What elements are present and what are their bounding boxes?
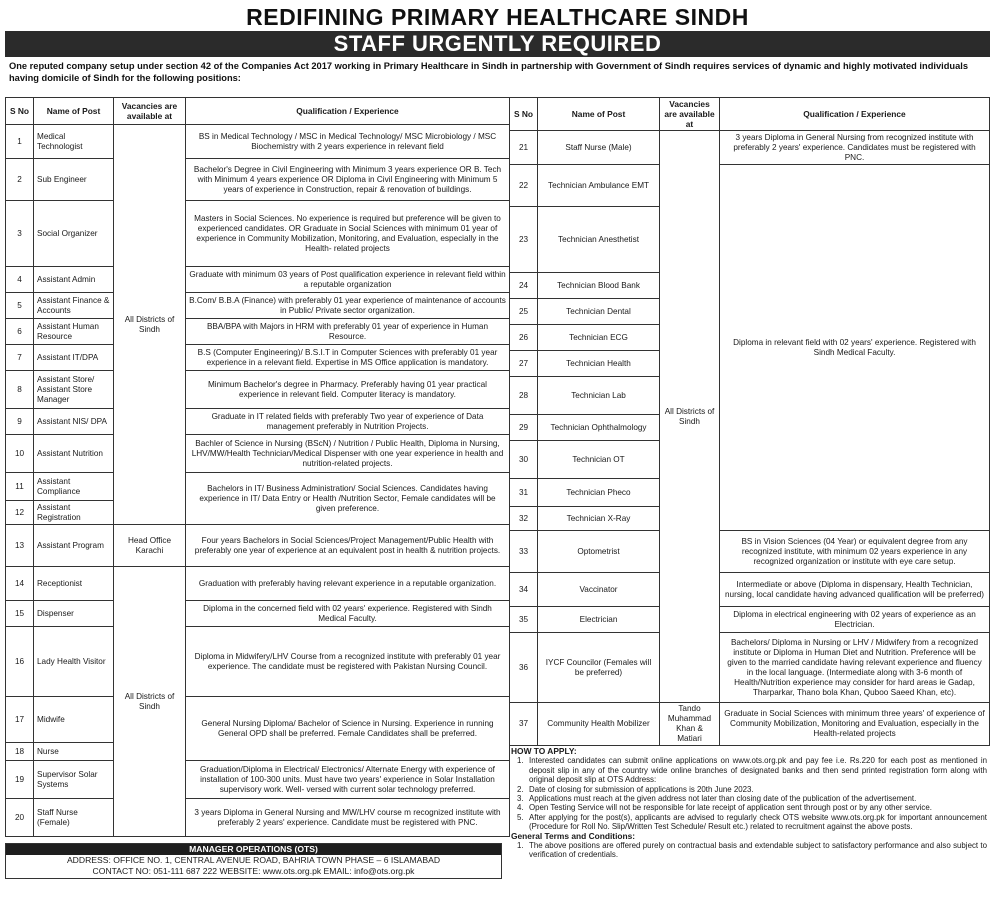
- table-row: [6, 319, 510, 345]
- footer-address: ADDRESS: OFFICE NO. 1, CENTRAL AVENUE ROAD, BAHRIA TOWN PHASE – 6 ISLAMABAD: [66, 855, 441, 865]
- col-header-post: Name of Post: [538, 98, 660, 131]
- table-row: [6, 435, 510, 473]
- post-name: Technician ECG: [538, 325, 660, 351]
- serial-number: 23: [510, 207, 538, 273]
- post-name: Technician Health: [538, 351, 660, 377]
- post-name: Technician Lab: [538, 377, 660, 415]
- list-item-text: The above positions are offered purely on contractual basis and extendable subject to satisfactory performance and also subject to verification of credentials.: [529, 841, 987, 860]
- post-name: Assistant NIS/ DPA: [34, 409, 114, 435]
- serial-number: 6: [6, 319, 34, 345]
- col-header-vacancies: Vacancies are available at: [114, 98, 186, 125]
- table-row: [510, 531, 990, 573]
- list-item: [511, 785, 987, 794]
- post-name: Assistant Program: [34, 525, 114, 567]
- list-item-text: Date of closing for submission of applications is 20th June 2023.: [529, 784, 754, 794]
- serial-number: 13: [6, 525, 34, 567]
- qualification-text: Graduate with minimum 03 years of Post qualification experience in relevant field within a reputable organization: [186, 267, 510, 293]
- qualification-text: BS in Vision Sciences (04 Year) or equivalent degree from any recognized institute, with minimum 02 years experience in any recognized organization or institute with eye care setup.: [720, 531, 990, 573]
- post-name: Technician Dental: [538, 299, 660, 325]
- qualification-text: Bachler of Science in Nursing (BScN) / Nutrition / Public Health, Diploma in Nursing, LHV/MW/Health Technician/Medical Dispenser with one year experience in health and nutrition-related projects.: [186, 435, 510, 473]
- col-header-qualification: Qualification / Experience: [186, 98, 510, 125]
- contact-footer: [5, 843, 502, 879]
- serial-number: 20: [6, 799, 34, 837]
- post-name: Nurse: [34, 743, 114, 761]
- serial-number: 1: [6, 125, 34, 159]
- post-name: Lady Health Visitor: [34, 627, 114, 697]
- qualification-text: Diploma in relevant field with 02 years' experience. Registered with Sindh Medical Faculty.: [720, 165, 990, 531]
- col-header-sno: S No: [510, 98, 538, 131]
- serial-number: 36: [510, 633, 538, 703]
- table-row: [6, 159, 510, 201]
- qualification-text: Bachelors in IT/ Business Administration/ Social Sciences. Candidates having experience in IT/ Data Entry or Health /Nutrition Sector, Female candidates will be given preference.: [186, 473, 510, 525]
- serial-number: 9: [6, 409, 34, 435]
- post-name: Technician Ambulance EMT: [538, 165, 660, 207]
- positions-table-left: [5, 97, 510, 837]
- serial-number: 12: [6, 501, 34, 525]
- qualification-text: 3 years Diploma in General Nursing and MW/LHV course m recognized institute with preferably 2 years' experience. Candidate must be registered with PNC.: [186, 799, 510, 837]
- col-header-sno: S No: [6, 98, 34, 125]
- post-name: Staff Nurse (Female): [34, 799, 114, 837]
- list-item: [511, 803, 987, 812]
- vacancy-location: Head Office Karachi: [114, 525, 186, 567]
- post-name: Assistant Nutrition: [34, 435, 114, 473]
- footer-contact: CONTACT NO: 051-111 687 222 WEBSITE: www.ots.org.pk EMAIL: info@ots.org.pk: [92, 866, 415, 876]
- table-row: [6, 267, 510, 293]
- list-item-number: 4.: [517, 803, 524, 813]
- table-row: [6, 371, 510, 409]
- list-item-number: 3.: [517, 794, 524, 804]
- post-name: Technician OT: [538, 441, 660, 479]
- post-name: Sub Engineer: [34, 159, 114, 201]
- qualification-text: Diploma in the concerned field with 02 years' experience. Registered with Sindh Medical Faculty.: [186, 601, 510, 627]
- serial-number: 11: [6, 473, 34, 501]
- list-item-text: After applying for the post(s), applicants are advised to regularly check OTS website www.ots.org.pk for important announcement (Procedure for Roll No. Slip/Written Test Schedule/ Result etc.) related to recruitment against the above posts.: [529, 812, 987, 832]
- table-row: [510, 165, 990, 207]
- serial-number: 18: [6, 743, 34, 761]
- post-name: Assistant Finance & Accounts: [34, 293, 114, 319]
- list-item: [511, 756, 987, 784]
- how-to-apply-section: [509, 747, 989, 860]
- serial-number: 14: [6, 567, 34, 601]
- post-name: Technician Anesthetist: [538, 207, 660, 273]
- serial-number: 24: [510, 273, 538, 299]
- list-item-text: Applications must reach at the given address not later than closing date of the publication of the advertisement.: [529, 794, 917, 804]
- post-name: Social Organizer: [34, 201, 114, 267]
- qualification-text: Four years Bachelors in Social Sciences/Project Management/Public Health with preferably one year of experience at an equivalent post in health & nutrition projects.: [186, 525, 510, 567]
- list-item-number: 1.: [517, 756, 524, 766]
- list-item: [511, 841, 987, 860]
- list-item: [511, 794, 987, 803]
- table-row: [510, 633, 990, 703]
- qualification-text: Bachelor's Degree in Civil Engineering with Minimum 3 years experience OR B. Tech with Minimum 4 years experience OR Diploma in Civil Engineering with Minimum 5 years of experience in Construction, repair & renovation of buildings.: [186, 159, 510, 201]
- vacancy-location: All Districts of Sindh: [114, 567, 186, 837]
- how-to-apply-list: [511, 756, 987, 831]
- qualification-text: 3 years Diploma in General Nursing from recognized institute with preferably 2 years' experience. Candidates must be registered with PNC.: [720, 131, 990, 165]
- serial-number: 35: [510, 607, 538, 633]
- post-name: Technician Pheco: [538, 479, 660, 507]
- list-item-number: 2.: [517, 784, 524, 794]
- post-name: Assistant Admin: [34, 267, 114, 293]
- post-name: Supervisor Solar Systems: [34, 761, 114, 799]
- post-name: Technician Blood Bank: [538, 273, 660, 299]
- post-name: Assistant Human Resource: [34, 319, 114, 345]
- qualification-text: General Nursing Diploma/ Bachelor of Science in Nursing. Experience in running General OPD shall be preferred. Female Candidates shall be preferred.: [186, 697, 510, 761]
- serial-number: 19: [6, 761, 34, 799]
- post-name: Optometrist: [538, 531, 660, 573]
- serial-number: 16: [6, 627, 34, 697]
- serial-number: 15: [6, 601, 34, 627]
- post-name: Staff Nurse (Male): [538, 131, 660, 165]
- qualification-text: Bachelors/ Diploma in Nursing or LHV / Midwifery from a recognized institute or Diploma in Human Diet and Nutrition. Preference will be given to the married candidate having relevant experience and fluency in the local language. (Intermediate along with 3-6 month of Health/Nutrition experience may consider for hard areas ie Gadap, Tharparkar, Thano bola Khan, Quboo Saeed Khan, etc).: [720, 633, 990, 703]
- post-name: Medical Technologist: [34, 125, 114, 159]
- post-name: Vaccinator: [538, 573, 660, 607]
- vacancy-location: All Districts of Sindh: [114, 125, 186, 525]
- post-name: Assistant Compliance: [34, 473, 114, 501]
- page-title: REDIFINING PRIMARY HEALTHCARE SINDH: [246, 4, 749, 30]
- col-header-vacancies: Vacancies are available at: [660, 98, 720, 131]
- serial-number: 32: [510, 507, 538, 531]
- table-row: [6, 601, 510, 627]
- serial-number: 22: [510, 165, 538, 207]
- serial-number: 30: [510, 441, 538, 479]
- table-row: [6, 525, 510, 567]
- qualification-text: Diploma in electrical engineering with 02 years of experience as an Electrician.: [720, 607, 990, 633]
- post-name: IYCF Councilor (Females will be preferred): [538, 633, 660, 703]
- how-to-apply-heading: HOW TO APPLY:: [511, 746, 577, 756]
- post-name: Assistant Registration: [34, 501, 114, 525]
- qualification-text: Graduation/Diploma in Electrical/ Electronics/ Alternate Energy with experience of installation of 100-300 units. Must have two years' experience in Solar Installation supervisory work. Well- versed with current solar technology preferred.: [186, 761, 510, 799]
- qualification-text: Masters in Social Sciences. No experience is required but preference will be given to experienced candidates. OR Graduate in Social Sciences with minimum 01 year of experience in Community Mobilization, Monitoring, and Evaluation, especially in the Health- related projects: [186, 201, 510, 267]
- table-row: [510, 131, 990, 165]
- serial-number: 17: [6, 697, 34, 743]
- qualification-text: Graduate in IT related fields with preferably Two year of experience of Data management preferably in Nutrition Projects.: [186, 409, 510, 435]
- qualification-text: B.Com/ B.B.A (Finance) with preferably 01 year experience of maintenance of accounts in Public/ Private sector organization.: [186, 293, 510, 319]
- table-row: [6, 473, 510, 501]
- table-row: [510, 607, 990, 633]
- table-row: [6, 627, 510, 697]
- serial-number: 29: [510, 415, 538, 441]
- col-header-qualification: Qualification / Experience: [720, 98, 990, 131]
- serial-number: 8: [6, 371, 34, 409]
- col-header-post: Name of Post: [34, 98, 114, 125]
- serial-number: 33: [510, 531, 538, 573]
- table-row: [6, 201, 510, 267]
- list-item: [511, 813, 987, 832]
- serial-number: 26: [510, 325, 538, 351]
- serial-number: 28: [510, 377, 538, 415]
- intro-paragraph: One reputed company setup under section 42 of the Companies Act 2017 working in Primary Healthcare in Sindh in partnership with Government of Sindh requires services of dynamic and highly motivated individuals having domicile of Sindh for the following positions:: [9, 61, 968, 83]
- table-row: [6, 345, 510, 371]
- serial-number: 3: [6, 201, 34, 267]
- serial-number: 31: [510, 479, 538, 507]
- qualification-text: BBA/BPA with Majors in HRM with preferably 01 year of experience in Human Resource.: [186, 319, 510, 345]
- table-row: [6, 761, 510, 799]
- qualification-text: Graduate in Social Sciences with minimum three years' of experience of Community Mobilization, Monitoring and Evaluation, especially in the Health-related projects: [720, 703, 990, 746]
- list-item-number: 5.: [517, 812, 524, 822]
- serial-number: 25: [510, 299, 538, 325]
- post-name: Technician Ophthalmology: [538, 415, 660, 441]
- qualification-text: Minimum Bachelor's degree in Pharmacy. Preferably having 01 year practical experience in relevant field. Computer literacy is mandatory.: [186, 371, 510, 409]
- post-name: Midwife: [34, 697, 114, 743]
- table-row: [6, 799, 510, 837]
- table-row: [6, 125, 510, 159]
- post-name: Electrician: [538, 607, 660, 633]
- post-name: Assistant Store/ Assistant Store Manager: [34, 371, 114, 409]
- post-name: Receptionist: [34, 567, 114, 601]
- table-row: [6, 697, 510, 743]
- terms-list: [511, 841, 987, 860]
- qualification-text: Diploma in Midwifery/LHV Course from a recognized institute with preferably 01 year experience. The candidate must be registered with Pakistan Nursing Council.: [186, 627, 510, 697]
- serial-number: 7: [6, 345, 34, 371]
- page-subtitle-banner: STAFF URGENTLY REQUIRED: [5, 31, 990, 57]
- footer-heading: MANAGER OPERATIONS (OTS): [6, 844, 501, 855]
- qualification-text: Graduation with preferably having relevant experience in a reputable organization.: [186, 567, 510, 601]
- post-name: Assistant IT/DPA: [34, 345, 114, 371]
- serial-number: 37: [510, 703, 538, 746]
- post-name: Dispenser: [34, 601, 114, 627]
- list-item-text: Open Testing Service will not be responsible for late receipt of application sent through post or by any other service.: [529, 803, 932, 813]
- qualification-text: B.S (Computer Engineering)/ B.S.I.T in Computer Sciences with preferably 01 year experience in a relevant field. Expertise in MS Office application is mandatory.: [186, 345, 510, 371]
- list-item-number: 1.: [517, 841, 524, 851]
- post-name: Technician X-Ray: [538, 507, 660, 531]
- terms-heading: General Terms and Conditions:: [511, 830, 636, 841]
- table-header-row: [6, 98, 510, 125]
- vacancy-location: All Districts of Sindh: [660, 131, 720, 703]
- serial-number: 34: [510, 573, 538, 607]
- serial-number: 27: [510, 351, 538, 377]
- table-row: [6, 567, 510, 601]
- positions-section: [5, 97, 990, 880]
- serial-number: 2: [6, 159, 34, 201]
- table-row: [510, 703, 990, 746]
- vacancy-location: Tando Muhammad Khan & Matiari: [660, 703, 720, 746]
- serial-number: 5: [6, 293, 34, 319]
- post-name: Community Health Mobilizer: [538, 703, 660, 746]
- table-header-row: [510, 98, 990, 131]
- serial-number: 10: [6, 435, 34, 473]
- table-row: [6, 293, 510, 319]
- table-row: [6, 409, 510, 435]
- table-row: [510, 573, 990, 607]
- qualification-text: BS in Medical Technology / MSC in Medical Technology/ MSC Microbiology / MSC Biochemistry with 2 years experience in relevant field: [186, 125, 510, 159]
- qualification-text: Intermediate or above (Diploma in dispensary, Health Technician, nursing, local candidate having advanced qualification will be preferred): [720, 573, 990, 607]
- serial-number: 21: [510, 131, 538, 165]
- list-item-text: Interested candidates can submit online applications on www.ots.org.pk and pay fee i.e. Rs.220 for each post as mentioned in deposit slip in any of the country wide online branches of designated banks and then send printed registration form along with original deposit slip at OTS Address:: [529, 756, 987, 785]
- positions-table-right: [509, 97, 990, 746]
- serial-number: 4: [6, 267, 34, 293]
